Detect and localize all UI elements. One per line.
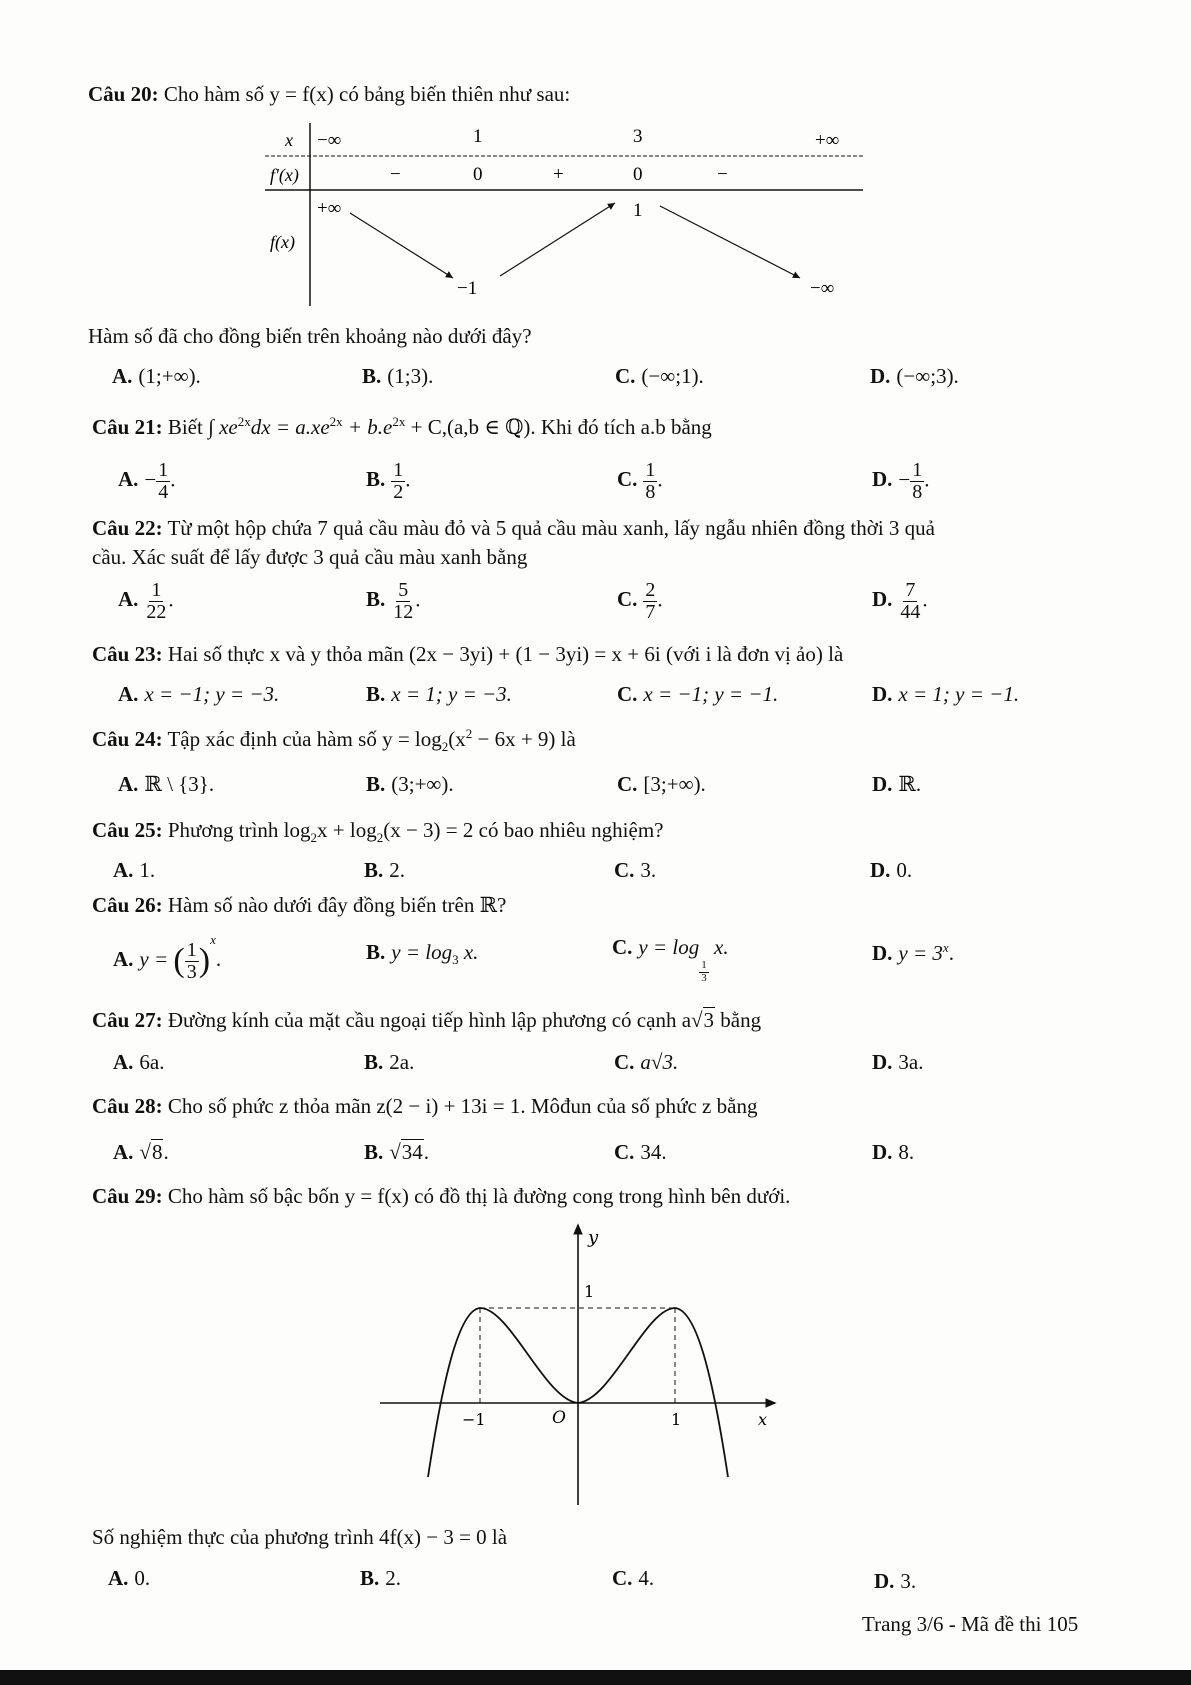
table-fp-sign: 0 — [633, 164, 643, 185]
q20-stem-text: Cho hàm số y = f(x) có bảng biến thiên như sau: — [163, 82, 571, 106]
tick-pos-one: 1 — [671, 1410, 682, 1429]
q26-option-d: D. $y = 3^x$. — [872, 940, 954, 965]
q28-stem: Câu 28: Cho số phức z thỏa mãn z(2 − i) + 13i = 1. Môđun của số phức z bằng — [92, 1094, 758, 1118]
table-x-val: 1 — [473, 126, 483, 147]
q27-option-b: B. 2a. — [364, 1050, 415, 1074]
table-f-label: f(x) — [270, 232, 295, 252]
q28-option-d: D. 8. — [872, 1140, 915, 1164]
tick-y-one: 1 — [584, 1282, 595, 1301]
table-arrow-up — [500, 203, 615, 276]
x-axis-label: x — [758, 1410, 768, 1429]
q29-option-d: D. 3. — [874, 1569, 917, 1593]
table-x-val: −∞ — [317, 130, 342, 151]
q20-option-d: D. (−∞;3). — [870, 364, 959, 388]
q22-stem-line2: cầu. Xác suất để lấy được 3 quả cầu màu xanh bằng — [92, 545, 528, 569]
table-fp-sign: − — [390, 164, 401, 185]
q22-option-d: D. $\frac{7}{44}$ . — [872, 579, 928, 623]
origin-label: O — [552, 1408, 566, 1428]
q21-option-a: A. − $\frac{1}{4}$ . — [118, 459, 176, 503]
q24-stem: Câu 24: Tập xác định của hàm số $y = \log_2(x^2 - 6x + 9)$ là — [92, 726, 576, 755]
q24-option-b: B. (3;+∞). — [366, 772, 454, 796]
q27-option-c: C. a√3. — [614, 1050, 679, 1074]
q26-option-a: A. y = ( $\frac{1}{3}$ )$^x$. — [113, 932, 222, 983]
table-fp-label: f'(x) — [270, 165, 299, 185]
q20-head: Câu 20: — [88, 82, 159, 106]
table-f-val: +∞ — [317, 198, 342, 219]
q26-option-b: B. $y = \log_3 x$. — [366, 940, 479, 968]
q28-option-c: C. 34. — [614, 1140, 667, 1164]
q27-option-d: D. 3a. — [872, 1050, 924, 1074]
q23-option-d: D. x = 1; y = −1. — [872, 682, 1020, 706]
q29-question: Số nghiệm thực của phương trình 4f(x) − 3 = 0 là — [92, 1525, 508, 1549]
q20-option-b: B. (1;3). — [362, 364, 434, 388]
table-f-val: 1 — [633, 200, 643, 221]
table-fp-sign: − — [717, 164, 728, 185]
q22-option-a: A. $\frac{1}{22}$ . — [118, 579, 174, 623]
page-footer: Trang 3/6 - Mã đề thi 105 — [862, 1612, 1079, 1636]
q29-option-c: C. 4. — [612, 1566, 655, 1590]
table-f-val: −1 — [457, 278, 478, 299]
q24-option-c: C. [3;+∞). — [617, 772, 706, 796]
table-x-val: 3 — [633, 126, 643, 147]
tick-neg-one: −1 — [462, 1410, 486, 1429]
q23-option-b: B. x = 1; y = −3. — [366, 682, 512, 706]
q20-stem — [88, 82, 570, 107]
q20-variation-table — [255, 118, 875, 313]
q29-option-b: B. 2. — [360, 1566, 402, 1590]
table-arrow-down — [350, 213, 453, 278]
q29-graph — [370, 1215, 790, 1515]
table-f-val: −∞ — [810, 278, 835, 299]
q23-stem: Câu 23: Hai số thực x và y thỏa mãn (2x − 3yi) + (1 − 3yi) = x + 6i (với i là đơn vị ảo) là — [92, 642, 844, 666]
q20-option-c: C. (−∞;1). — [615, 364, 704, 388]
q25-option-c: C. 3. — [614, 858, 657, 882]
q24-option-a: A. ℝ \ {3}. — [118, 772, 215, 796]
q25-stem: Câu 25: Phương trình $\log_2x + \log_2(x - 3) = 2$ có bao nhiêu nghiệm? — [92, 818, 664, 846]
q21-option-d: D. − $\frac{1}{8}$ . — [872, 459, 930, 503]
q28-option-a: A. √8. — [113, 1140, 169, 1164]
table-x-val: +∞ — [815, 130, 840, 151]
q21-option-b: B. $\frac{1}{2}$ . — [366, 459, 411, 503]
q25-option-d: D. 0. — [870, 858, 913, 882]
q22-option-b: B. $\frac{5}{12}$ . — [366, 579, 421, 623]
table-arrow-down — [660, 206, 800, 278]
q21-option-c: C. $\frac{1}{8}$ . — [617, 459, 663, 503]
q29-option-a: A. 0. — [108, 1566, 151, 1590]
q21-stem: Câu 21: Biết ∫ $xe^{2x}dx = a.xe^{2x} + b.e^{2x} + C,(a,b$ ∈ ℚ). Khi đó tích a.b bằng — [92, 414, 712, 439]
q20-question: Hàm số đã cho đồng biến trên khoảng nào dưới đây? — [88, 324, 532, 348]
y-axis-label: y — [588, 1227, 599, 1248]
q22-option-c: C. $\frac{2}{7}$ . — [617, 579, 663, 623]
q26-option-c: C. y = log $\frac{1}{3}$ x. — [612, 935, 729, 984]
q27-option-a: A. 6a. — [113, 1050, 165, 1074]
q20-option-a: A. (1;+∞). — [112, 364, 201, 388]
q28-option-b: B. √34. — [364, 1140, 430, 1164]
table-fp-sign: + — [553, 164, 564, 185]
table-fp-sign: 0 — [473, 164, 483, 185]
q25-option-b: B. 2. — [364, 858, 406, 882]
q23-option-a: A. x = −1; y = −3. — [118, 682, 280, 706]
q26-stem: Câu 26: Hàm số nào dưới đây đồng biến trên ℝ? — [92, 893, 507, 917]
q24-option-d: D. ℝ. — [872, 772, 922, 796]
q27-stem: Câu 27: Đường kính của mặt cầu ngoại tiếp hình lập phương có cạnh a√3 bằng — [92, 1008, 762, 1032]
q25-option-a: A. 1. — [113, 858, 156, 882]
scan-bottom-edge — [0, 1670, 1191, 1685]
table-x-label: x — [285, 130, 293, 150]
q22-stem-line1: Câu 22: Từ một hộp chứa 7 quả cầu màu đỏ và 5 quả cầu màu xanh, lấy ngẫu nhiên đồng thời 3 quả — [92, 516, 935, 540]
q23-option-c: C. x = −1; y = −1. — [617, 682, 779, 706]
q29-stem: Câu 29: Cho hàm số bậc bốn y = f(x) có đồ thị là đường cong trong hình bên dưới. — [92, 1184, 791, 1208]
